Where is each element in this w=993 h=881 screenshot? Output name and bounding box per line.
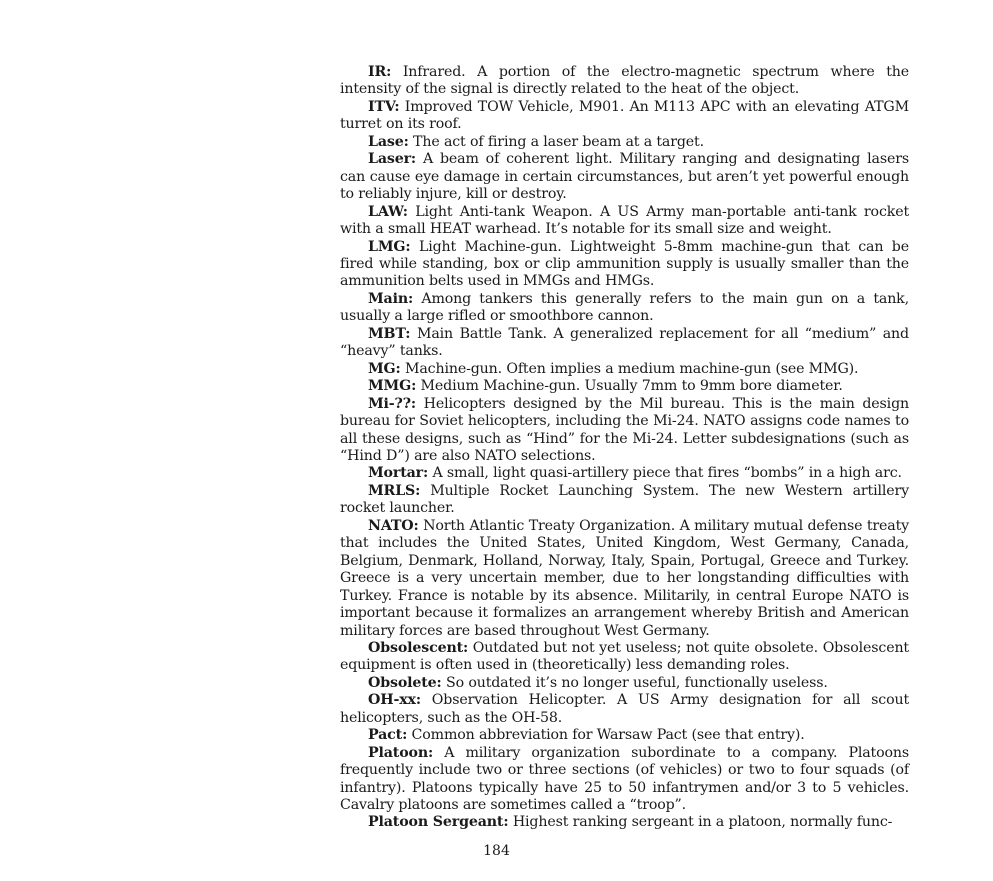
glossary-entry-platoon-sergeant [340,814,909,831]
glossary-definition: Machine-gun. Often implies a medium machine-gun (see MMG). [404,360,859,377]
glossary-entry-mmg [340,378,909,395]
glossary-term: MBT: [368,325,411,342]
glossary-term: Obsolete: [368,674,442,691]
glossary-entry-laser [340,151,909,203]
glossary-term: ITV: [368,98,400,115]
glossary-term: Mortar: [368,465,429,482]
glossary-definition: Multiple Rocket Launching System. The new Western artillery rocket launcher. [340,482,909,517]
glossary-entry-platoon [340,745,909,815]
glossary-definition: Outdated but not yet useless; not quite obsolete. Obsolescent equipment is often used in (theoretically) less demanding roles. [340,639,909,674]
glossary-definition: Observation Helicopter. A US Army designation for all scout helicopters, such as the OH-58. [340,692,909,726]
glossary-term: LAW: [368,203,408,220]
glossary-definition: Helicopters designed by the Mil bureau. This is the main design bureau for Soviet helicopters, including the Mi-24. NATO assigns code names to all these designs, such as “Hind” for the Mi-24. Letter subdesignations (such as “Hind D”) are also NATO selections. [340,395,909,464]
glossary-term: Laser: [368,151,416,168]
glossary-entry-oh-xx [340,692,909,727]
glossary-entry-mi [340,396,909,466]
glossary-definition: A small, light quasi-artillery piece that fires “bombs” in a high arc. [432,465,902,482]
glossary-term: IR: [368,64,392,80]
glossary-term: Obsolescent: [368,639,469,656]
glossary-term: Platoon Sergeant: [368,814,509,831]
glossary-term: Lase: [368,133,409,150]
glossary-term: NATO: [368,517,419,534]
glossary-entry-mortar [340,465,909,482]
glossary-definition: Main Battle Tank. A generalized replacement for all “medium” and “heavy” tanks. [340,325,909,360]
glossary-definition: So outdated it’s no longer useful, functionally useless. [446,674,828,691]
glossary-entry-itv [340,99,909,134]
glossary-term: MG: [368,360,401,377]
glossary-entry-mbt [340,326,909,361]
glossary-entry-nato [340,518,909,640]
glossary-term: OH-xx: [368,692,421,709]
glossary-entry-obsolete [340,675,909,692]
glossary-entry-ir [340,64,909,99]
glossary-entry-law [340,204,909,239]
glossary-term: Main: [368,290,414,307]
glossary-definition: A military organization subordinate to a company. Platoons frequently include two or three sections (of vehicles) or two to four squads (of infantry). Platoons typically have 25 to 50 infantrymen and/or 3 to 5 vehicles. Cavalry platoons are sometimes called a “troop”. [340,744,909,814]
glossary-definition: Among tankers this generally refers to the main gun on a tank, usually a large rifled or smoothbore cannon. [340,290,909,325]
glossary-entry-mg [340,361,909,378]
glossary-entry-obsolescent [340,640,909,675]
glossary-definition: Highest ranking sergeant in a platoon, normally func- [512,814,893,831]
glossary-term: MMG: [368,378,417,395]
glossary-definition: Common abbreviation for Warsaw Pact (see that entry). [411,727,805,744]
glossary-term: Mi-??: [368,395,416,412]
glossary-definition: Infrared. A portion of the electro-magnetic spectrum where the intensity of the signal is directly related to the heat of the object. [340,64,909,98]
glossary-entry-main [340,291,909,326]
glossary-term: MRLS: [368,482,421,499]
glossary-term: Platoon: [368,744,434,761]
glossary-definition: Light Machine-gun. Lightweight 5-8mm machine-gun that can be fired while standing, box or clip ammunition supply is usually smaller than the ammunition belts used in MMGs and HMGs. [340,238,909,290]
glossary-entry-lmg [340,239,909,291]
glossary-definition: North Atlantic Treaty Organization. A military mutual defense treaty that includes the United States, United Kingdom, West Germany, Canada, Belgium, Denmark, Holland, Norway, Italy, Spain, Portugal, Greece and Turkey. Greece is a very uncertain member, due to her longstanding difficulties with Turkey. France is notable by its absence. Militarily, in central Europe NATO is important because it formalizes an arrangement whereby British and American military forces are based throughout West Germany. [340,517,909,639]
glossary-term: LMG: [368,238,411,255]
glossary-definition: Light Anti-tank Weapon. A US Army man-portable anti-tank rocket with a small HEAT warhead. It’s notable for its small size and weight. [340,203,909,238]
glossary-definition: A beam of coherent light. Military ranging and designating lasers can cause eye damage in certain circumstances, but aren’t yet powerful enough to reliably injure, kill or destroy. [340,151,909,203]
glossary-page [340,64,909,832]
glossary-entry-lase [340,134,909,151]
page-number: 184 [483,843,510,859]
glossary-entry-pact [340,727,909,744]
glossary-definition: Medium Machine-gun. Usually 7mm to 9mm bore diameter. [420,378,843,395]
glossary-definition: The act of firing a laser beam at a target. [413,133,704,150]
glossary-definition: Improved TOW Vehicle, M901. An M113 APC with an elevating ATGM turret on its roof. [340,98,909,133]
glossary-entry-mrls [340,483,909,518]
glossary-term: Pact: [368,727,408,744]
